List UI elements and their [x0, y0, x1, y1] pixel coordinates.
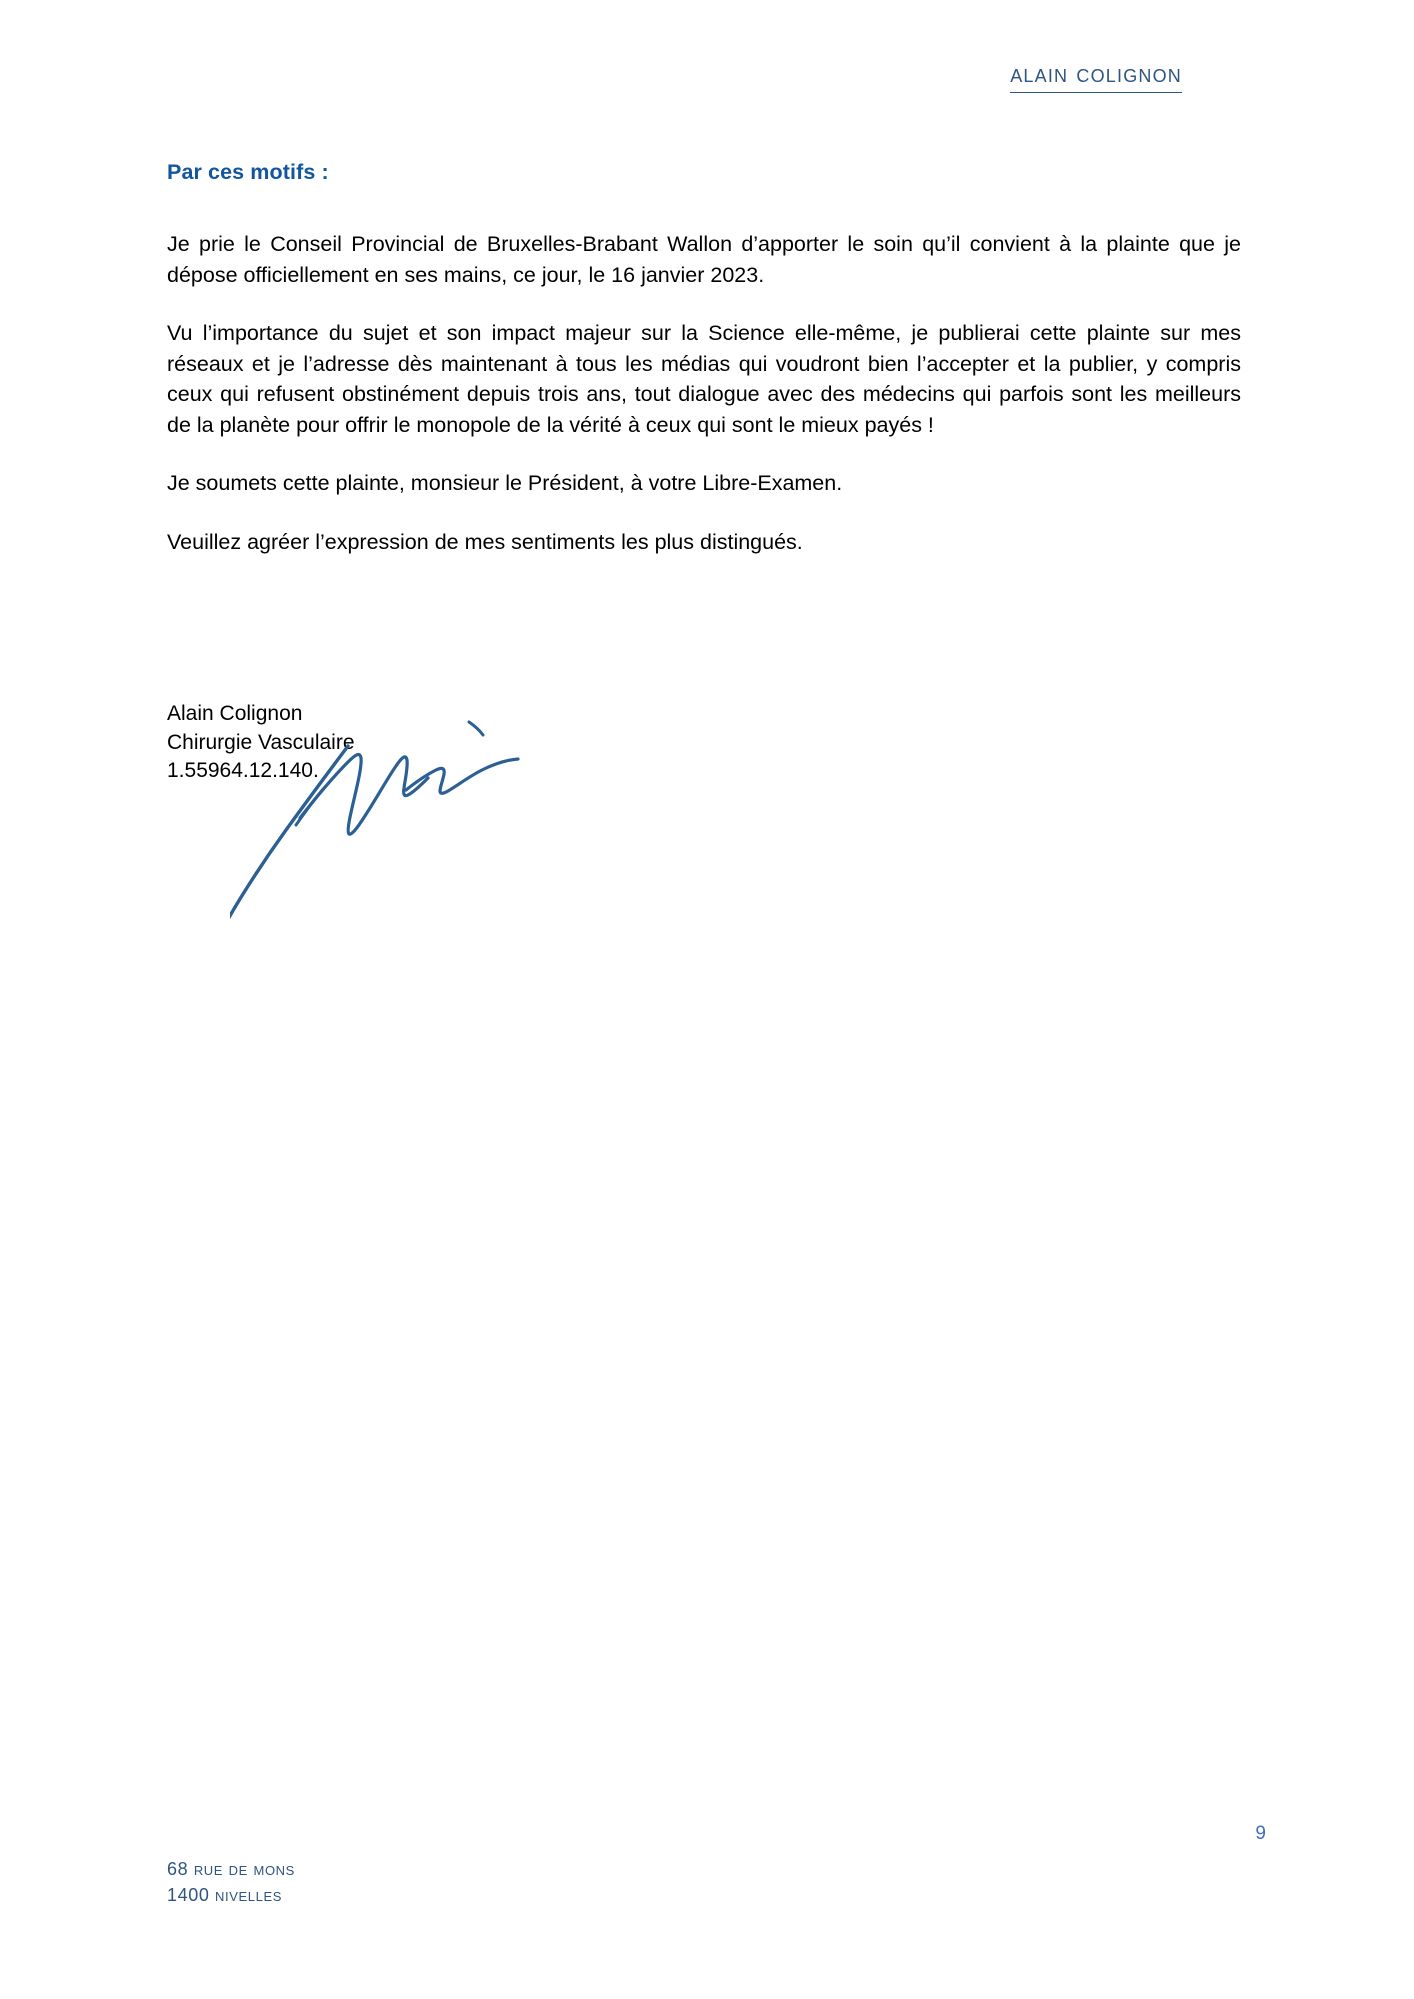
- signature-inami-number: 1.55964.12.140.: [167, 759, 319, 783]
- footer-address: [167, 1857, 295, 1908]
- section-title: Par ces motifs :: [167, 160, 329, 184]
- letter-body: [167, 160, 1241, 585]
- signature-name: Alain Colignon: [167, 702, 303, 725]
- letterhead-name: alain colignon: [1010, 62, 1182, 93]
- footer-city: 1400 nivelles: [167, 1884, 282, 1905]
- paragraph-3: Je soumets cette plainte, monsieur le Président, à votre Libre-Examen.: [167, 471, 843, 496]
- paragraph-1: Je prie le Conseil Provincial de Bruxelles-Brabant Wallon d’apporter le soin qu’il convient à la plainte que je dépose officiellement en ses mains, ce jour, le 16 janvier 2023.: [167, 232, 1241, 287]
- paragraph-4: Veuillez agréer l’expression de mes sentiments les plus distingués.: [167, 529, 803, 554]
- footer-street: 68 rue de mons: [167, 1859, 295, 1879]
- signature-block: [167, 700, 587, 786]
- paragraph-2: Vu l’importance du sujet et son impact majeur sur la Science elle-même, je publierai cette plainte sur mes réseaux et je l’adresse dès maintenant à tous les médias qui voudront bien l’accepter et la publier, y compris ceux qui refusent obstinément depuis trois ans, tout dialogue avec des médecins qui parfois sont les meilleurs de la planète pour offrir le monopole de la vérité à ceux qui sont le mieux payés !: [167, 321, 1241, 437]
- signature-specialty: Chirurgie Vasculaire: [167, 730, 355, 754]
- page-number: 9: [1255, 1823, 1266, 1844]
